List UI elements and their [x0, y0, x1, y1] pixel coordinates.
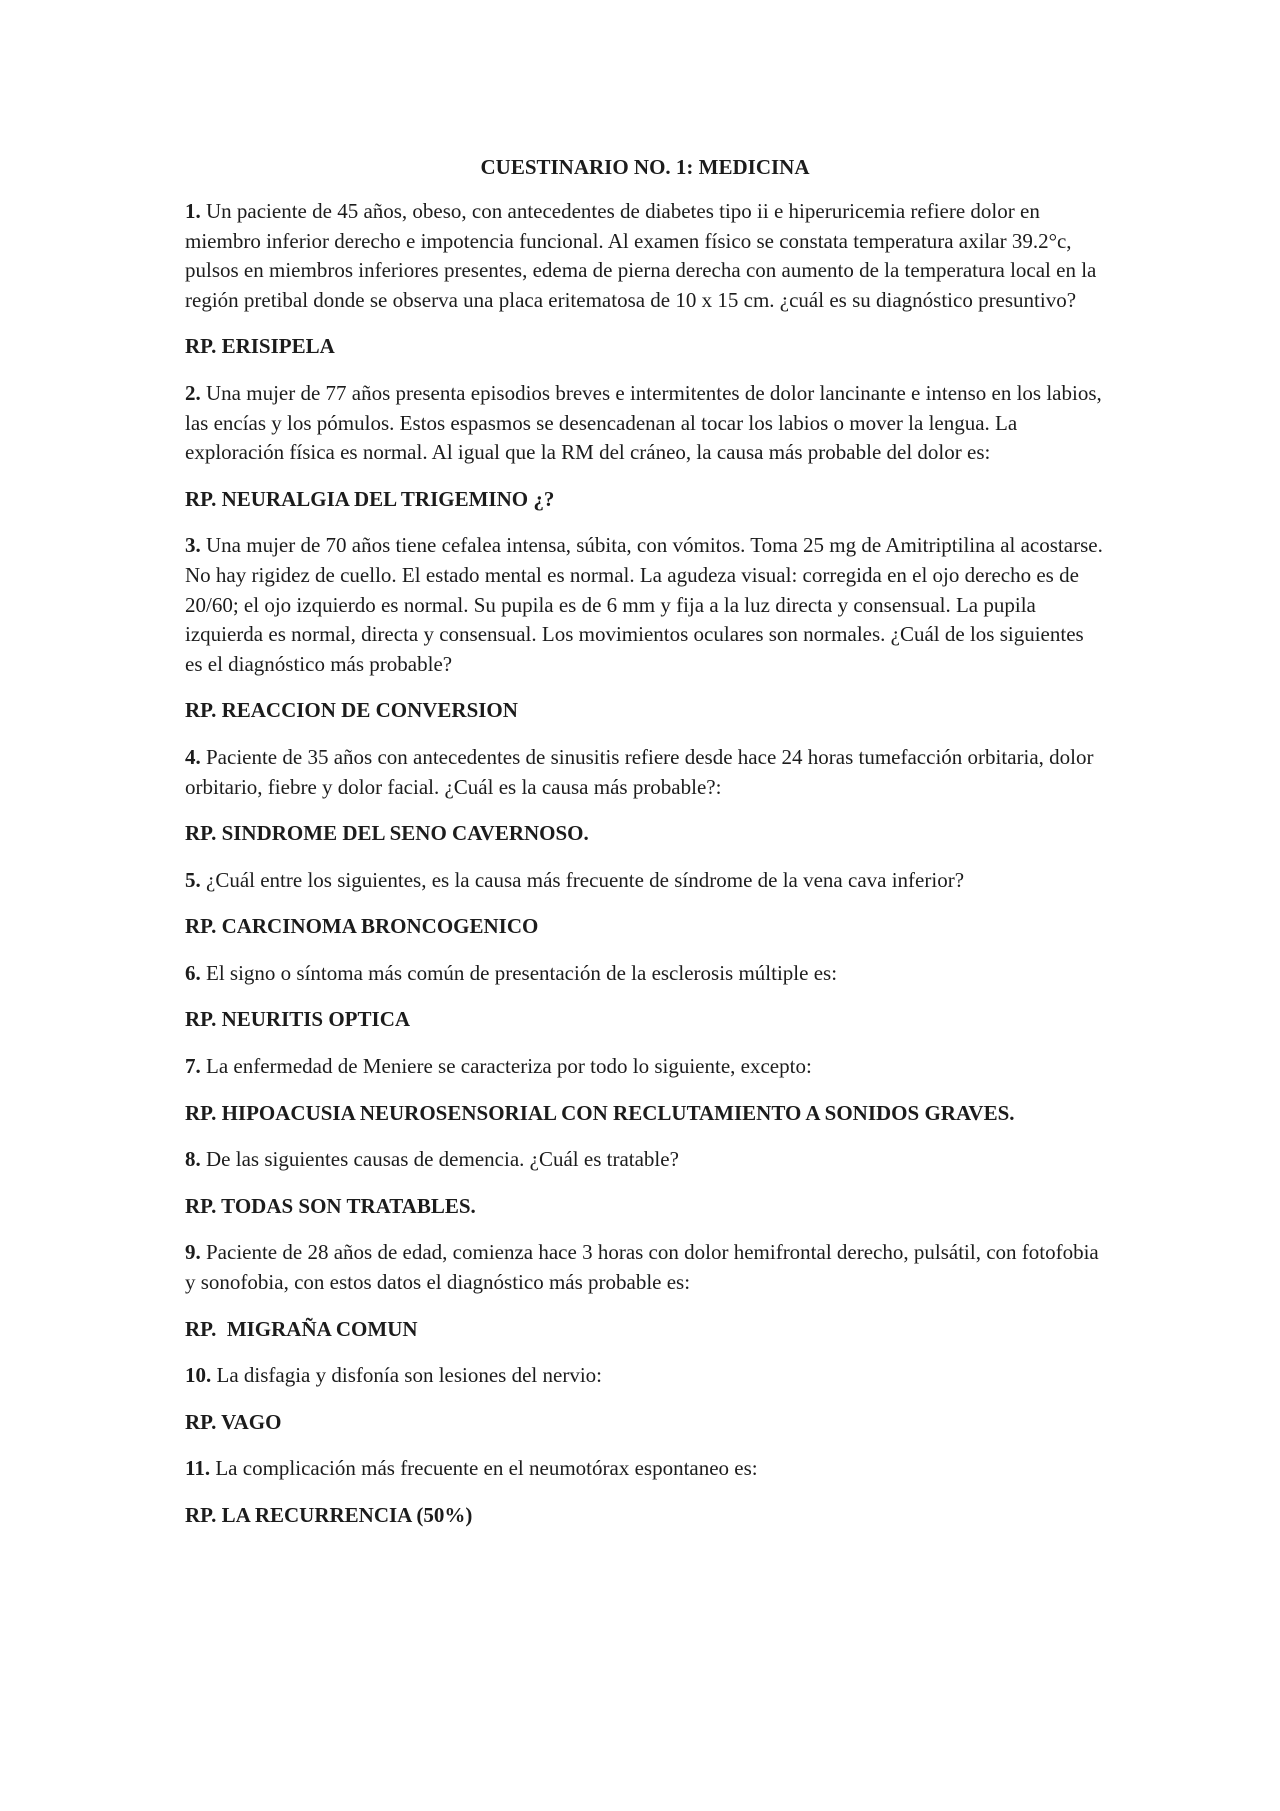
answer-text: RP. LA RECURRENCIA (50%) [185, 1503, 473, 1527]
answer-3 [185, 696, 1105, 726]
question-1 [185, 197, 1105, 315]
question-8 [185, 1145, 1105, 1175]
answer-10 [185, 1408, 1105, 1438]
answer-5 [185, 912, 1105, 942]
document-content [185, 152, 1105, 1548]
answer-1 [185, 332, 1105, 362]
answer-2 [185, 485, 1105, 515]
answer-text: RP. VAGO [185, 1409, 282, 1434]
question-3 [185, 531, 1105, 679]
answer-7 [185, 1099, 1105, 1129]
question-text: La complicación más frecuente en el neumotórax espontaneo es: [215, 1456, 758, 1481]
answer-text: RP. MIGRAÑA COMUN [185, 1316, 418, 1341]
question-number: 8. [185, 1147, 201, 1172]
question-number: 11. [185, 1456, 211, 1481]
question-7 [185, 1052, 1105, 1082]
question-number: 4. [185, 744, 201, 769]
answer-text: RP. REACCION DE CONVERSION [185, 698, 518, 723]
answer-8 [185, 1192, 1105, 1222]
question-text: La disfagia y disfonía son lesiones del nervio: [216, 1363, 602, 1388]
question-number: 5. [185, 867, 201, 892]
answer-text: RP. NEURITIS OPTICA [185, 1007, 411, 1032]
question-4 [185, 743, 1105, 802]
answer-text: RP. ERISIPELA [185, 334, 335, 359]
question-number: 3. [185, 533, 201, 558]
answer-9 [185, 1315, 1105, 1345]
question-number: 7. [185, 1054, 201, 1079]
question-number: 9. [185, 1240, 201, 1265]
answer-4 [185, 819, 1105, 849]
question-9 [185, 1238, 1105, 1297]
answer-11 [185, 1501, 1105, 1531]
question-text: Una mujer de 70 años tiene cefalea intensa, súbita, con vómitos. Toma 25 mg de Amitriptilina al acostarse. No hay rigidez de cuello. El estado mental es normal. La agudeza visual: corregida en el ojo derecho es de 20/60; el ojo izquierdo es normal. Su pupila es de 6 mm y fija a la luz directa y consensual. La pupila izquierda es normal, directa y consensual. Los movimientos oculares son normales. ¿Cuál de los siguientes es el diagnóstico más probable? [185, 533, 1103, 676]
question-text: ¿Cuál entre los siguientes, es la causa más frecuente de síndrome de la vena cava inferior? [206, 867, 965, 892]
question-10 [185, 1361, 1105, 1391]
question-text: El signo o síntoma más común de presentación de la esclerosis múltiple es: [206, 960, 838, 985]
answer-6 [185, 1005, 1105, 1035]
question-text: La enfermedad de Meniere se caracteriza por todo lo siguiente, excepto: [206, 1054, 812, 1079]
answer-text: RP. TODAS SON TRATABLES. [185, 1193, 476, 1218]
answer-text: RP. SINDROME DEL SENO CAVERNOSO. [185, 821, 589, 846]
question-2 [185, 379, 1105, 468]
question-text: Paciente de 35 años con antecedentes de sinusitis refiere desde hace 24 horas tumefacción orbitaria, dolor orbitario, fiebre y dolor facial. ¿Cuál es la causa más probable?: [185, 744, 1094, 799]
question-number: 10. [185, 1363, 212, 1388]
question-number: 6. [185, 960, 201, 985]
question-text: Paciente de 28 años de edad, comienza hace 3 horas con dolor hemifrontal derecho, pulsátil, con fotofobia y sonofobia, con estos datos el diagnóstico más probable es: [185, 1240, 1099, 1295]
question-5 [185, 866, 1105, 896]
document-title: CUESTINARIO NO. 1: MEDICINA [480, 155, 810, 179]
question-text: De las siguientes causas de demencia. ¿Cuál es tratable? [206, 1147, 679, 1172]
answer-text: RP. HIPOACUSIA NEUROSENSORIAL CON RECLUTAMIENTO A SONIDOS GRAVES. [185, 1100, 1015, 1125]
question-number: 1. [185, 199, 201, 223]
question-text: Una mujer de 77 años presenta episodios breves e intermitentes de dolor lancinante e intenso en los labios, las encías y los pómulos. Estos espasmos se desencadenan al tocar los labios o mover la lengua. La exploración física es normal. Al igual que la RM del cráneo, la causa más probable del dolor es: [185, 380, 1102, 465]
question-6 [185, 959, 1105, 989]
question-number: 2. [185, 380, 201, 405]
answer-text: RP. CARCINOMA BRONCOGENICO [185, 914, 539, 939]
question-text: Un paciente de 45 años, obeso, con antecedentes de diabetes tipo ii e hiperuricemia refiere dolor en miembro inferior derecho e impotencia funcional. Al examen físico se constata temperatura axilar 39.2°c, pulsos en miembros inferiores presentes, edema de pierna derecha con aumento de la temperatura local en la región pretibal donde se observa una placa eritematosa de 10 x 15 cm. ¿cuál es su diagnóstico presuntivo? [185, 199, 1097, 312]
answer-text: RP. NEURALGIA DEL TRIGEMINO ¿? [185, 486, 555, 511]
question-11 [185, 1454, 1105, 1484]
